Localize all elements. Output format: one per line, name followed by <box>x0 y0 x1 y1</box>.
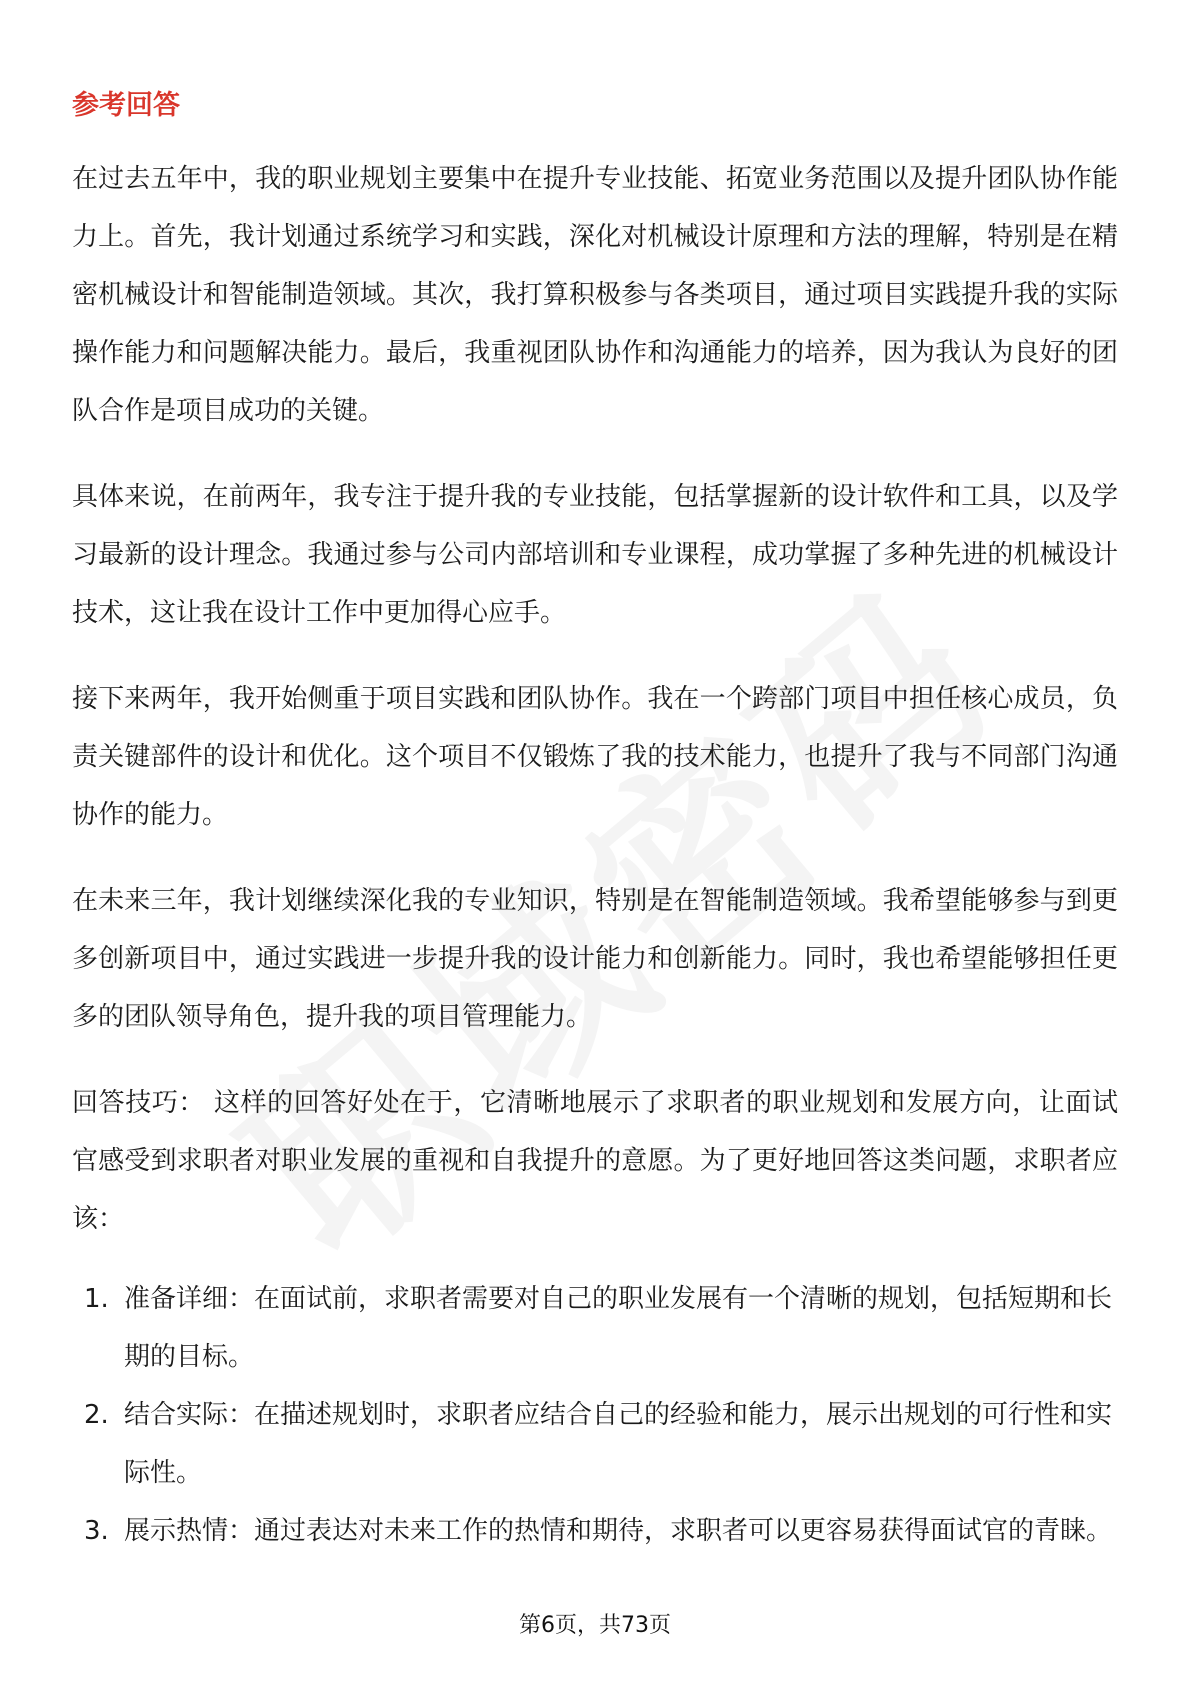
list-item-number: 3. <box>84 1516 109 1546</box>
list-item-text: 结合实际：在描述规划时，求职者应结合自己的经验和能力，展示出规划的可行性和实际性。 <box>124 1400 1113 1488</box>
list-item-text: 准备详细：在面试前，求职者需要对自己的职业发展有一个清晰的规划，包括短期和长期的目标。 <box>124 1284 1113 1372</box>
answer-paragraph-4: 在未来三年，我计划继续深化我的专业知识，特别是在智能制造领域。我希望能够参与到更多创新项目中，通过实践进一步提升我的设计能力和创新能力。同时，我也希望能够担任更多的团队领导角色，提升我的项目管理能力。 <box>72 886 1118 1032</box>
tips-list <box>72 1270 1118 1560</box>
answer-paragraph-1: 在过去五年中，我的职业规划主要集中在提升专业技能、拓宽业务范围以及提升团队协作能力上。首先，我计划通过系统学习和实践，深化对机械设计原理和方法的理解，特别是在精密机械设计和智能制造领域。其次，我打算积极参与各类项目，通过项目实践提升我的实际操作能力和问题解决能力。最后，我重视团队协作和沟通能力的培养，因为我认为良好的团队合作是项目成功的关键。 <box>72 164 1118 426</box>
list-item <box>72 1502 1118 1560</box>
list-item-number: 1. <box>84 1284 109 1314</box>
page-number-footer: 第6页，共73页 <box>519 1613 671 1638</box>
list-item-number: 2. <box>84 1400 109 1430</box>
tips-intro-paragraph: 回答技巧： 这样的回答好处在于，它清晰地展示了求职者的职业规划和发展方向，让面试官感受到求职者对职业发展的重视和自我提升的意愿。为了更好地回答这类问题，求职者应该： <box>72 1088 1118 1234</box>
list-item <box>72 1386 1118 1502</box>
list-item <box>72 1270 1118 1386</box>
answer-paragraph-2: 具体来说，在前两年，我专注于提升我的专业技能，包括掌握新的设计软件和工具，以及学习最新的设计理念。我通过参与公司内部培训和专业课程，成功掌握了多种先进的机械设计技术，这让我在设计工作中更加得心应手。 <box>72 482 1118 628</box>
list-item-text: 展示热情：通过表达对未来工作的热情和期待，求职者可以更容易获得面试官的青睐。 <box>124 1516 1113 1546</box>
section-heading: 参考回答 <box>72 90 180 121</box>
answer-paragraph-3: 接下来两年，我开始侧重于项目实践和团队协作。我在一个跨部门项目中担任核心成员，负责关键部件的设计和优化。这个项目不仅锻炼了我的技术能力，也提升了我与不同部门沟通协作的能力。 <box>72 684 1118 830</box>
document-page <box>72 84 1118 1560</box>
